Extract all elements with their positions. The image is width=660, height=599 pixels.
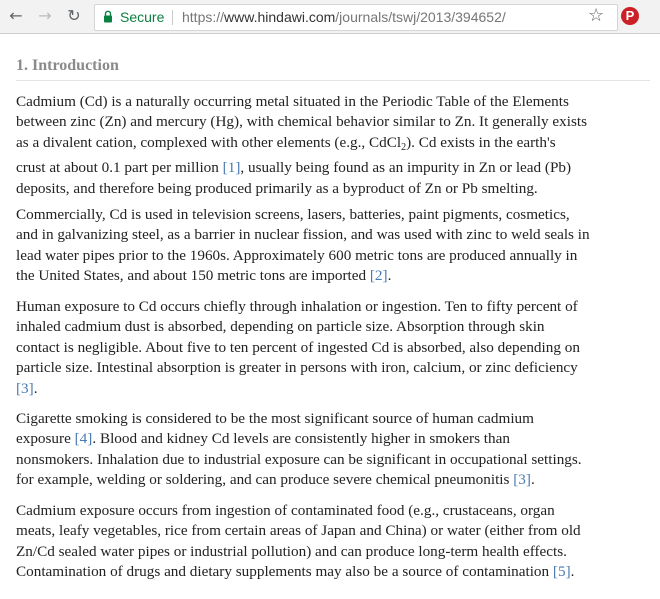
line-text: Zn/Cd sealed water pipes or industrial pollution) and can produce long-term health effects. [16,542,567,560]
paragraph-line [16,379,650,399]
line-text: inhaled cadmium dust is absorbed, depending on particle size. Absorption through skin [16,318,545,336]
line-text: Contamination of drugs and dietary supplements may also be a source of contamination [16,563,553,581]
reload-icon[interactable]: ↻ [67,6,81,25]
paragraph [16,92,650,199]
line-text: exposure [16,430,75,448]
citation-link[interactable]: [3] [513,471,531,489]
address-divider [172,10,173,25]
paragraph [16,297,650,399]
line-text: between zinc (Zn) and mercury (Hg), with chemical behavior similar to Zn. It generally exists [16,113,588,131]
back-arrow-icon[interactable]: ← [9,6,23,25]
line-text: deposits, and therefore being produced primarily as a byproduct of Zn or Pb smelting. [16,179,538,197]
paragraph [16,501,650,583]
paragraph-line [16,112,650,132]
line-text: Cadmium (Cd) is a naturally occurring metal situated in the Periodic Table of the Elements [16,93,569,110]
line-text: meats, leafy vegetables, rice from certain areas of Japan and China) or water (either from old [16,522,581,540]
line-text: Cigarette smoking is considered to be the most significant source of human cadmium [16,410,534,427]
lock-icon [103,10,113,23]
forward-arrow-icon[interactable]: → [38,6,52,25]
paragraph-line [16,338,650,358]
line-text: crust at about 0.1 part per million [16,159,223,177]
url-path: /journals/tswj/2013/394652/ [335,9,506,25]
line-text: , usually being found as an impurity in Zn or lead (Pb) [240,159,572,177]
citation-link[interactable]: [1] [222,159,241,177]
paragraph-line [16,225,650,245]
line-text: Cadmium exposure occurs from ingestion of contaminated food (e.g., crustaceans, organ [16,502,555,519]
line-text: the United States, and about 150 metric tons are imported [16,267,370,285]
paragraph [16,205,650,287]
paragraph-line [16,158,650,178]
paragraph-line [16,542,650,562]
paragraph-line [16,562,650,582]
section-heading: 1. Introduction [16,57,119,74]
line-text: ). Cd exists in the earth's [406,133,556,151]
citation-link[interactable]: [3] [16,379,34,397]
line-text: Human exposure to Cd occurs chiefly through inhalation or ingestion. Ten to fifty percent of [16,298,578,315]
line-text: . Blood and kidney Cd levels are consistently higher in smokers than [92,430,510,448]
line-text: . [570,563,575,581]
paragraph-line [16,450,650,470]
line-text: as a divalent cation, complexed with other elements (e.g., CdCl [16,133,402,151]
bookmark-star-icon[interactable]: ☆ [588,5,605,26]
line-text: . [530,471,535,489]
line-text: contact is negligible. About five to ten percent of ingested Cd is absorbed, also depending on [16,338,580,356]
pinterest-extension-icon[interactable]: P [621,7,639,25]
citation-link[interactable]: [2] [369,267,388,285]
paragraph-line [16,317,650,337]
paragraph-line [16,205,650,225]
paragraph-line [16,246,650,266]
paragraph-line [16,501,650,521]
paragraph-line [16,266,650,286]
paragraph-line [16,409,650,429]
heading-divider [16,80,650,81]
line-text: . [33,379,38,397]
paragraph-line [16,470,650,490]
url-host: www.hindawi.com [224,9,336,25]
paragraph-line [16,133,650,158]
line-text: Commercially, Cd is used in television screens, lasers, batteries, paint pigments, cosmetics, [16,206,570,223]
paragraph-line [16,521,650,541]
citation-link[interactable]: [4] [74,430,93,448]
paragraph-line [16,179,650,199]
line-text: nonsmokers. Inhalation due to industrial exposure can be significant in occupational settings. [16,450,582,468]
url-text[interactable] [182,9,506,25]
paragraph-line [16,92,650,112]
paragraph-line [16,358,650,378]
paragraph-line [16,429,650,449]
line-text: particle size. Intestinal absorption is greater in persons with iron, calcium, or zinc deficiency [16,359,578,377]
address-bar[interactable] [94,4,618,31]
security-label: Secure [120,9,165,25]
paragraph-line [16,297,650,317]
line-text: and in galvanizing steel, as a barrier in nuclear fission, and was used with zinc to weld seals in [16,226,590,244]
url-scheme: https:// [182,9,225,25]
browser-toolbar [0,0,660,34]
paragraph [16,409,650,491]
line-text: lead water pipes prior to the 1960s. Approximately 600 metric tons are produced annually in [16,246,578,264]
citation-link[interactable]: [5] [552,563,571,581]
subscript: 2 [401,141,407,153]
line-text: . [387,267,392,285]
line-text: for example, welding or soldering, and can produce severe chemical pneumonitis [16,471,514,489]
